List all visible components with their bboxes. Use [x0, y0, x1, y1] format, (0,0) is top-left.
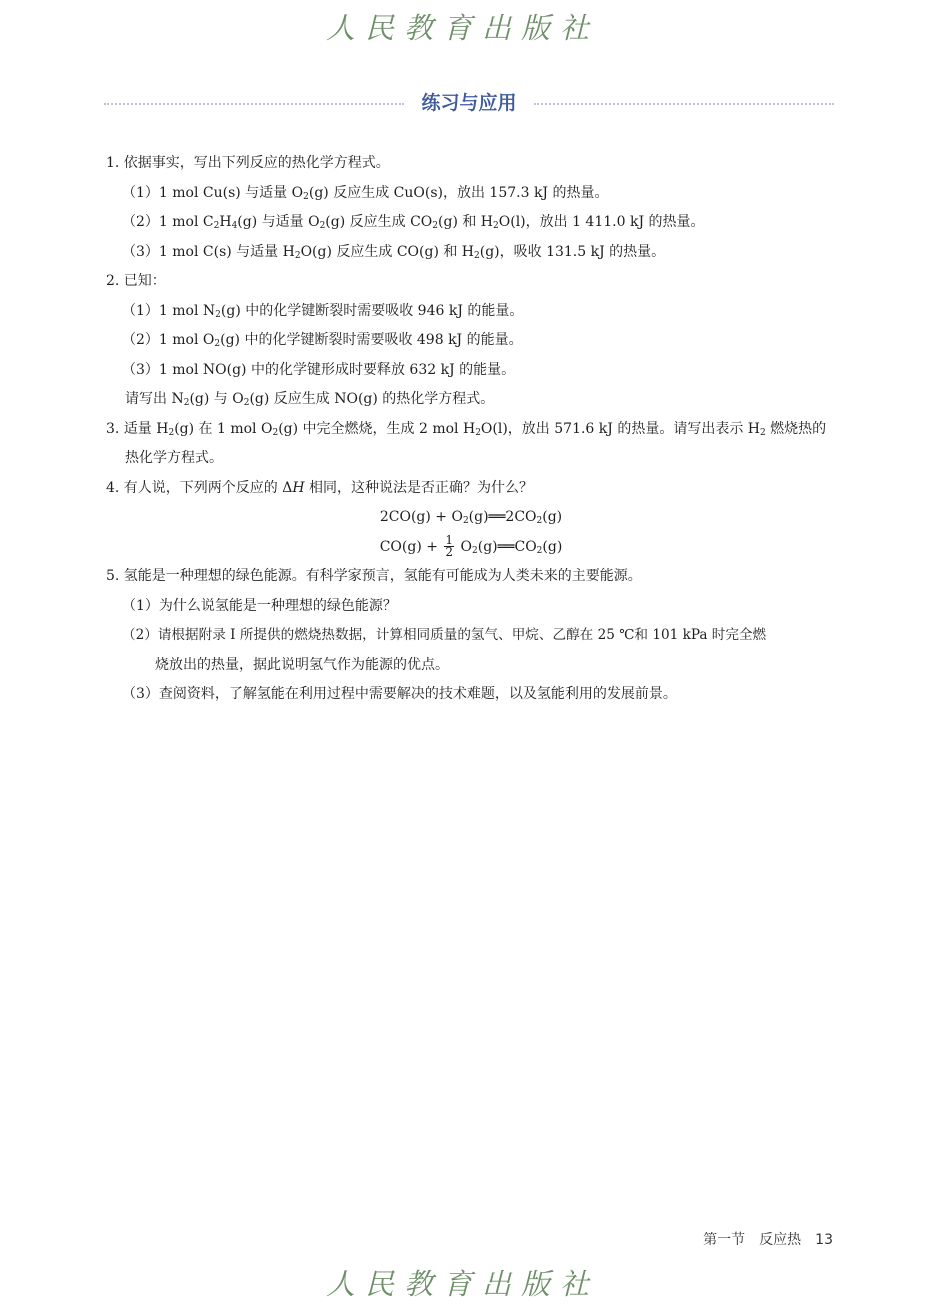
question-5-item-1: （1）为什么说氢能是一种理想的绿色能源？ — [122, 597, 397, 614]
question-5-item-2-cont: 烧放出的热量，据此说明氢气作为能源的优点。 — [155, 656, 449, 673]
question-2-stem: 2. 已知： — [106, 273, 166, 289]
page-footer — [703, 1229, 833, 1249]
question-1-item-1: （1）1 mol Cu(s) 与适量 $O_2(g)$ 反应生成 CuO(s)，放出 157.3 kJ 的热量。 — [122, 184, 609, 202]
question-1-stem: 1. 依据事实，写出下列反应的热化学方程式。 — [106, 155, 390, 171]
publisher-logo-top: 人民教育出版社 — [325, 11, 599, 45]
section-header — [104, 88, 834, 120]
question-2-ask: 请写出 $N_2(g)$ 与 $O_2(g)$ 反应生成 NO(g) 的热化学方程式。 — [125, 391, 495, 408]
equation-2: CO(g) + $\frac{1}{2}$ $O_2(g)══CO_2(g)$ — [379, 533, 563, 559]
question-5-item-3: （3）查阅资料，了解氢能在利用过程中需要解决的技术难题，以及氢能利用的发展前景。 — [122, 686, 677, 702]
exercise-list — [106, 149, 836, 710]
publisher-logo-bottom: 人民教育出版社 — [325, 1267, 599, 1301]
page-number: 13 — [815, 1232, 833, 1248]
section-title: 练习与应用 — [421, 92, 517, 114]
question-1-item-3: （3）1 mol C(s) 与适量 $H_2O(g)$ 反应生成 CO(g) 和 $H_2(g)$，吸收 131.5 kJ 的热量。 — [122, 243, 666, 261]
fraction-one-half: $\frac{1}{2}$ — [445, 533, 454, 559]
footer-section: 第一节 反应热 — [703, 1232, 802, 1248]
dotted-divider-right — [534, 103, 834, 105]
question-3-stem: 3. 适量 $H_2(g)$ 在 1 mol $O_2(g)$ 中完全燃烧，生成 2 mol $H_2O(l)$，放出 571.6 kJ 的热量。请写出表示 $H_2$ 燃烧热的 — [106, 420, 827, 438]
equation-1: $2CO(g) + O_2(g)══2CO_2(g)$ — [379, 509, 563, 526]
question-2-item-3: （3）1 mol NO(g) 中的化学键形成时要释放 632 kJ 的能量。 — [122, 361, 516, 378]
dotted-divider-left — [104, 103, 404, 105]
question-5-stem: 5. 氢能是一种理想的绿色能源。有科学家预言，氢能有可能成为人类未来的主要能源。 — [106, 568, 642, 584]
question-4-stem: 4. 有人说，下列两个反应的 ΔH 相同，这种说法是否正确？为什么？ — [106, 479, 534, 496]
question-2-item-1: （1）1 mol $N_2(g)$ 中的化学键断裂时需要吸收 946 kJ 的能量。 — [122, 302, 524, 320]
question-2-item-2: （2）1 mol $O_2(g)$ 中的化学键断裂时需要吸收 498 kJ 的能量。 — [122, 332, 523, 349]
question-1-item-2: （2）1 mol $C_2H_4(g)$ 与适量 $O_2(g)$ 反应生成 $CO_2(g)$ 和 $H_2O(l)$，放出 1 411.0 kJ 的热量。 — [122, 214, 705, 231]
question-5-item-2: （2）请根据附录 Ⅰ 所提供的燃烧热数据，计算相同质量的氢气、甲烷、乙醇在 25 ℃和 101 kPa 时完全燃 — [122, 627, 767, 643]
question-3-stem-cont: 热化学方程式。 — [125, 450, 223, 466]
